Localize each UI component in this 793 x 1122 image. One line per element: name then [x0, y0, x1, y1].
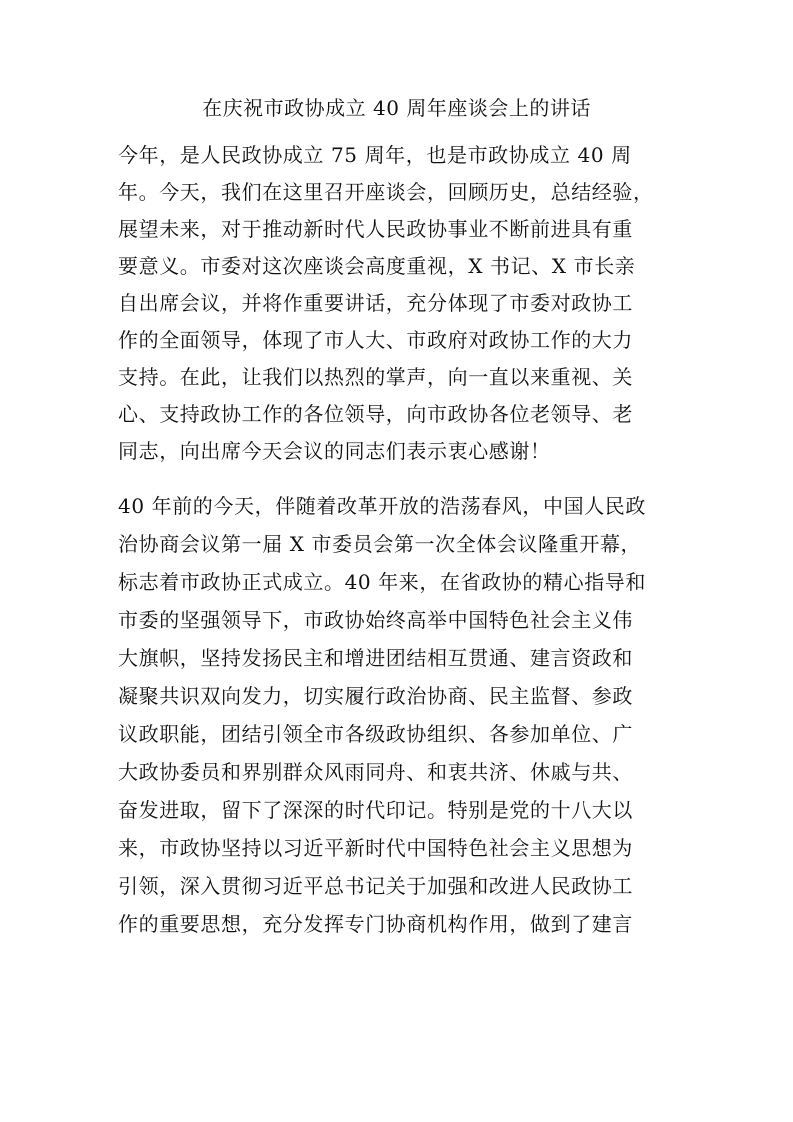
document-title: 在庆祝市政协成立 40 周年座谈会上的讲话: [202, 96, 591, 120]
paragraph-2-line: 治协商会议第一届 X 市委员会第一次全体会议隆重开幕，: [118, 532, 642, 556]
paragraph-2-line: 作的重要思想，充分发挥专门协商机构作用，做到了建言: [118, 912, 633, 936]
paragraph-1-line: 今年，是人民政协成立 75 周年，也是市政协成立 40 周: [118, 143, 632, 167]
paragraph-1-line: 要意义。市委对这次座谈会高度重视，X 书记、X 市长亲: [118, 254, 636, 278]
paragraph-1-line: 年。今天，我们在这里召开座谈会，回顾历史，总结经验，: [118, 180, 654, 204]
paragraph-2-line: 引领，深入贯彻习近平总书记关于加强和改进人民政协工: [118, 874, 633, 898]
paragraph-2-line: 大旗帜，坚持发扬民主和增进团结相互贯通、建言资政和: [118, 646, 633, 670]
paragraph-1-line: 同志，向出席今天会议的同志们表示衷心感谢！: [118, 439, 551, 463]
paragraph-1-line: 自出席会议，并将作重要讲话，充分体现了市委对政协工: [118, 291, 633, 315]
paragraph-2-line: 议政职能，团结引领全市各级政协组织、各参加单位、广: [118, 722, 633, 746]
paragraph-2-line: 奋发进取，留下了深深的时代印记。特别是党的十八大以: [118, 798, 633, 822]
paragraph-1-line: 作的全面领导，体现了市人大、市政府对政协工作的大力: [118, 328, 633, 352]
paragraph-2-line: 40 年前的今天，伴随着改革开放的浩荡春风，中国人民政: [118, 494, 647, 518]
paragraph-1-line: 展望未来，对于推动新时代人民政协事业不断前进具有重: [118, 217, 633, 241]
paragraph-1-line: 心、支持政协工作的各位领导，向市政协各位老领导、老: [118, 402, 633, 426]
paragraph-2-line: 大政协委员和界别群众风雨同舟、和衷共济、休戚与共、: [118, 760, 633, 784]
paragraph-2-line: 标志着市政协正式成立。40 年来，在省政协的精心指导和: [118, 570, 647, 594]
paragraph-2-line: 来，市政协坚持以习近平新时代中国特色社会主义思想为: [118, 836, 633, 860]
paragraph-2-line: 市委的坚强领导下，市政协始终高举中国特色社会主义伟: [118, 608, 633, 632]
paragraph-2-line: 凝聚共识双向发力，切实履行政治协商、民主监督、参政: [118, 684, 633, 708]
paragraph-1-line: 支持。在此，让我们以热烈的掌声，向一直以来重视、关: [118, 365, 633, 389]
